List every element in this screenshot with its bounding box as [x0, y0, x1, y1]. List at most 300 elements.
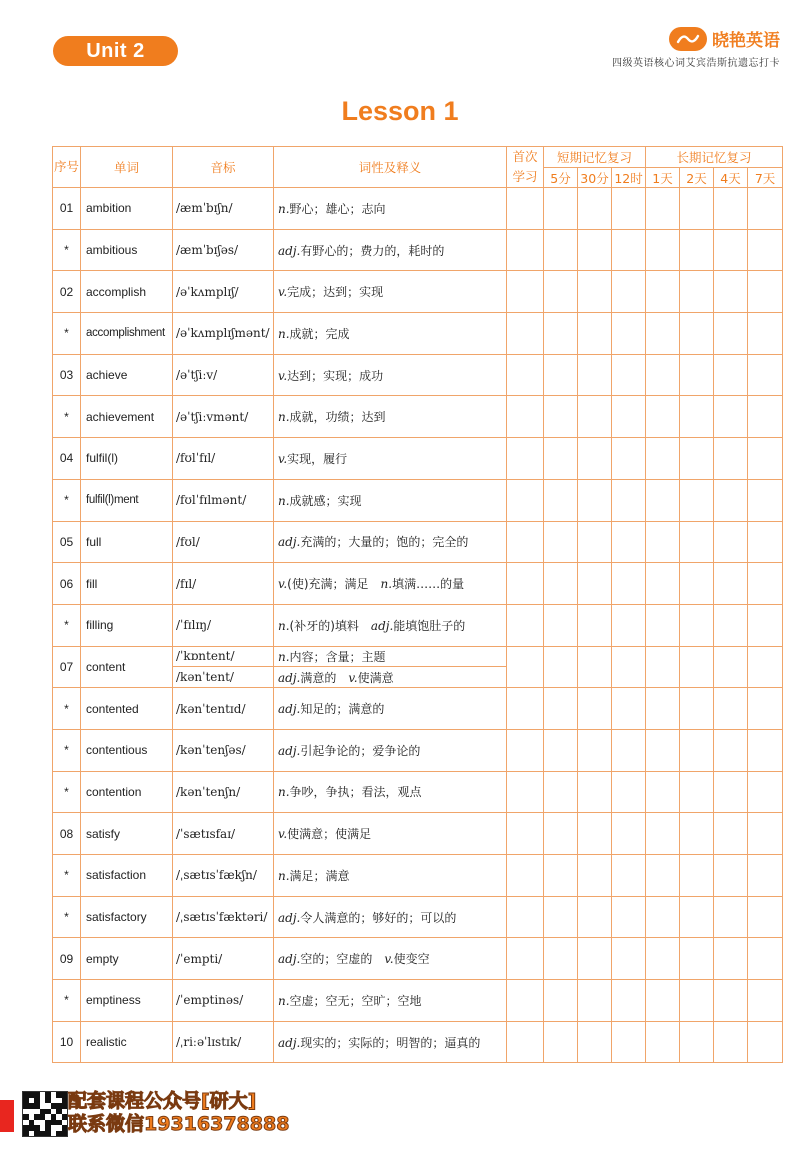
- review-checkbox[interactable]: [544, 563, 578, 605]
- review-checkbox[interactable]: [612, 646, 646, 688]
- review-checkbox[interactable]: [680, 855, 714, 897]
- row-ipa: /fʊlˈfɪl/: [173, 438, 274, 480]
- review-checkbox[interactable]: [714, 771, 748, 813]
- header-long-col: 7天: [748, 168, 783, 188]
- review-checkbox[interactable]: [544, 896, 578, 938]
- review-checkbox[interactable]: [578, 521, 612, 563]
- review-checkbox[interactable]: [680, 354, 714, 396]
- review-checkbox[interactable]: [612, 980, 646, 1022]
- first-study-checkbox[interactable]: [507, 188, 544, 230]
- part-of-speech: adj.: [278, 702, 301, 717]
- first-study-checkbox[interactable]: [507, 271, 544, 313]
- review-checkbox[interactable]: [544, 688, 578, 730]
- review-checkbox[interactable]: [544, 521, 578, 563]
- review-checkbox[interactable]: [646, 855, 680, 897]
- first-study-checkbox[interactable]: [507, 604, 544, 646]
- review-checkbox[interactable]: [646, 563, 680, 605]
- review-checkbox[interactable]: [544, 354, 578, 396]
- row-meaning: [274, 855, 507, 897]
- review-checkbox[interactable]: [680, 229, 714, 271]
- first-study-checkbox[interactable]: [507, 1021, 544, 1063]
- review-checkbox[interactable]: [680, 438, 714, 480]
- row-ipa: /ˈsætɪsfaɪ/: [173, 813, 274, 855]
- row-word: contention: [81, 771, 173, 813]
- review-checkbox[interactable]: [680, 813, 714, 855]
- row-number: *: [53, 896, 81, 938]
- review-checkbox[interactable]: [612, 188, 646, 230]
- review-checkbox[interactable]: [578, 855, 612, 897]
- definition: 完成；达到；实现: [287, 285, 384, 300]
- row-meaning: [274, 813, 507, 855]
- review-checkbox[interactable]: [612, 521, 646, 563]
- first-study-checkbox[interactable]: [507, 646, 544, 688]
- review-checkbox[interactable]: [544, 313, 578, 355]
- row-word: empty: [81, 938, 173, 980]
- review-checkbox[interactable]: [748, 313, 783, 355]
- definition: 空的；空虚的: [300, 952, 373, 967]
- review-checkbox[interactable]: [544, 980, 578, 1022]
- definition: 野心；雄心；志向: [289, 201, 386, 216]
- definition: 使满意: [357, 670, 394, 685]
- review-checkbox[interactable]: [612, 438, 646, 480]
- review-checkbox[interactable]: [646, 188, 680, 230]
- row-meaning: [274, 729, 507, 771]
- review-checkbox[interactable]: [680, 938, 714, 980]
- review-checkbox[interactable]: [714, 563, 748, 605]
- row-meaning: [274, 980, 507, 1022]
- review-checkbox[interactable]: [714, 396, 748, 438]
- review-checkbox[interactable]: [748, 604, 783, 646]
- table-row: [53, 479, 783, 521]
- review-checkbox[interactable]: [646, 521, 680, 563]
- first-study-checkbox[interactable]: [507, 771, 544, 813]
- review-checkbox[interactable]: [612, 813, 646, 855]
- row-number: 05: [53, 521, 81, 563]
- review-checkbox[interactable]: [748, 188, 783, 230]
- review-checkbox[interactable]: [646, 354, 680, 396]
- review-checkbox[interactable]: [748, 271, 783, 313]
- definition: 成就感；实现: [289, 493, 362, 508]
- review-checkbox[interactable]: [544, 479, 578, 521]
- review-checkbox[interactable]: [714, 688, 748, 730]
- review-checkbox[interactable]: [646, 271, 680, 313]
- row-word: achievement: [81, 396, 173, 438]
- row-meaning: [274, 271, 507, 313]
- review-checkbox[interactable]: [646, 729, 680, 771]
- row-number: 06: [53, 563, 81, 605]
- review-checkbox[interactable]: [680, 271, 714, 313]
- row-meaning: [274, 1021, 507, 1063]
- footer-red-bar: [0, 1100, 14, 1132]
- row-ipa: /əˈtʃiːv/: [173, 354, 274, 396]
- header-no-label: 序号: [53, 159, 79, 174]
- row-word: achieve: [81, 354, 173, 396]
- review-checkbox[interactable]: [714, 604, 748, 646]
- review-checkbox[interactable]: [646, 646, 680, 688]
- review-checkbox[interactable]: [578, 188, 612, 230]
- first-study-checkbox[interactable]: [507, 396, 544, 438]
- review-checkbox[interactable]: [544, 271, 578, 313]
- brand-logo-icon: [669, 27, 707, 51]
- review-checkbox[interactable]: [578, 563, 612, 605]
- review-checkbox[interactable]: [714, 438, 748, 480]
- review-checkbox[interactable]: [646, 688, 680, 730]
- meaning-gap: [372, 952, 384, 966]
- row-ipa: /fʊl/: [173, 521, 274, 563]
- brand-name: 晓艳英语: [712, 31, 780, 51]
- meaning-gap: [359, 619, 371, 633]
- review-checkbox[interactable]: [612, 688, 646, 730]
- header-long-col: 4天: [714, 168, 748, 188]
- table-row: [53, 271, 783, 313]
- row-ipa: /kənˈtenʃəs/: [173, 729, 274, 771]
- table-row: [53, 646, 783, 667]
- row-ipa: /æmˈbɪʃn/: [173, 188, 274, 230]
- review-checkbox[interactable]: [578, 604, 612, 646]
- review-checkbox[interactable]: [680, 646, 714, 688]
- review-checkbox[interactable]: [578, 479, 612, 521]
- review-checkbox[interactable]: [578, 271, 612, 313]
- table-row: [53, 563, 783, 605]
- review-checkbox[interactable]: [680, 1021, 714, 1063]
- row-number: *: [53, 479, 81, 521]
- review-checkbox[interactable]: [578, 354, 612, 396]
- first-study-checkbox[interactable]: [507, 938, 544, 980]
- first-study-checkbox[interactable]: [507, 896, 544, 938]
- review-checkbox[interactable]: [748, 646, 783, 688]
- review-checkbox[interactable]: [646, 938, 680, 980]
- row-word: realistic: [81, 1021, 173, 1063]
- row-word: fulfil(l): [81, 438, 173, 480]
- row-meaning: [274, 667, 507, 688]
- definition: 满意的: [300, 670, 337, 685]
- meaning-gap: [336, 671, 348, 685]
- header-no: [53, 147, 81, 188]
- first-study-checkbox[interactable]: [507, 229, 544, 271]
- review-checkbox[interactable]: [714, 354, 748, 396]
- review-checkbox[interactable]: [544, 604, 578, 646]
- row-word: ambition: [81, 188, 173, 230]
- review-checkbox[interactable]: [578, 813, 612, 855]
- header-short-term-label: 短期记忆复习: [557, 150, 633, 165]
- table-row: [53, 354, 783, 396]
- first-study-checkbox[interactable]: [507, 479, 544, 521]
- header-short-col: 30分: [578, 168, 612, 188]
- review-checkbox[interactable]: [646, 229, 680, 271]
- row-number: *: [53, 855, 81, 897]
- review-checkbox[interactable]: [748, 354, 783, 396]
- review-checkbox[interactable]: [714, 1021, 748, 1063]
- row-meaning: [274, 396, 507, 438]
- review-checkbox[interactable]: [544, 396, 578, 438]
- definition: 现实的；实际的；明智的；逼真的: [300, 1035, 481, 1050]
- review-checkbox[interactable]: [714, 980, 748, 1022]
- definition: 能填饱肚子的: [393, 618, 466, 633]
- review-checkbox[interactable]: [578, 771, 612, 813]
- row-word: ambitious: [81, 229, 173, 271]
- table-row: [53, 1021, 783, 1063]
- definition: (使)充满；满足: [287, 577, 369, 592]
- review-checkbox[interactable]: [748, 1021, 783, 1063]
- review-checkbox[interactable]: [612, 479, 646, 521]
- row-ipa: /ˈemptinəs/: [173, 980, 274, 1022]
- first-study-checkbox[interactable]: [507, 563, 544, 605]
- table-row: [53, 855, 783, 897]
- review-checkbox[interactable]: [748, 688, 783, 730]
- review-checkbox[interactable]: [748, 521, 783, 563]
- row-ipa: /kənˈtentɪd/: [173, 688, 274, 730]
- row-ipa: /ˌsætɪsˈfækʃn/: [173, 855, 274, 897]
- review-checkbox[interactable]: [714, 729, 748, 771]
- row-word: full: [81, 521, 173, 563]
- review-checkbox[interactable]: [748, 438, 783, 480]
- review-checkbox[interactable]: [544, 938, 578, 980]
- review-checkbox[interactable]: [578, 396, 612, 438]
- table-row: [53, 980, 783, 1022]
- review-checkbox[interactable]: [680, 729, 714, 771]
- header-word-label: 单词: [113, 160, 139, 175]
- review-checkbox[interactable]: [612, 896, 646, 938]
- review-checkbox[interactable]: [612, 1021, 646, 1063]
- first-study-checkbox[interactable]: [507, 980, 544, 1022]
- review-checkbox[interactable]: [680, 896, 714, 938]
- review-checkbox[interactable]: [612, 354, 646, 396]
- review-checkbox[interactable]: [646, 1021, 680, 1063]
- review-checkbox[interactable]: [714, 938, 748, 980]
- review-checkbox[interactable]: [612, 229, 646, 271]
- row-meaning: [274, 646, 507, 667]
- row-word: satisfactory: [81, 896, 173, 938]
- review-checkbox[interactable]: [646, 313, 680, 355]
- part-of-speech: v.: [348, 670, 358, 685]
- table-row: [53, 313, 783, 355]
- review-checkbox[interactable]: [612, 938, 646, 980]
- review-checkbox[interactable]: [680, 771, 714, 813]
- review-checkbox[interactable]: [748, 479, 783, 521]
- footer-line-2: 联系微信19316378888: [68, 1113, 290, 1135]
- review-checkbox[interactable]: [612, 271, 646, 313]
- first-study-checkbox[interactable]: [507, 688, 544, 730]
- row-meaning: [274, 188, 507, 230]
- definition: 引起争论的；爱争论的: [300, 743, 421, 758]
- review-checkbox[interactable]: [646, 813, 680, 855]
- review-checkbox[interactable]: [680, 479, 714, 521]
- review-checkbox[interactable]: [646, 438, 680, 480]
- first-study-checkbox[interactable]: [507, 354, 544, 396]
- table-row: [53, 604, 783, 646]
- part-of-speech: v.: [278, 368, 288, 383]
- part-of-speech: adj.: [278, 952, 301, 967]
- header-meaning-label: 词性及释义: [358, 160, 422, 175]
- definition: 成就；完成: [289, 326, 350, 341]
- qr-code-icon: [22, 1091, 68, 1137]
- part-of-speech: n.: [380, 577, 393, 592]
- review-checkbox[interactable]: [578, 980, 612, 1022]
- header-word: [81, 147, 173, 188]
- table-row: [53, 688, 783, 730]
- review-checkbox[interactable]: [646, 604, 680, 646]
- review-checkbox[interactable]: [544, 438, 578, 480]
- header-long-term: [646, 147, 783, 168]
- row-ipa: /əˈtʃiːvmənt/: [173, 396, 274, 438]
- review-checkbox[interactable]: [714, 896, 748, 938]
- part-of-speech: n.: [278, 993, 290, 1008]
- review-checkbox[interactable]: [612, 604, 646, 646]
- review-checkbox[interactable]: [646, 896, 680, 938]
- review-checkbox[interactable]: [612, 313, 646, 355]
- table-row: [53, 438, 783, 480]
- review-checkbox[interactable]: [680, 188, 714, 230]
- definition: 填满……的量: [392, 577, 465, 592]
- row-ipa: /kənˈtent/: [173, 667, 274, 688]
- review-checkbox[interactable]: [714, 188, 748, 230]
- review-checkbox[interactable]: [714, 313, 748, 355]
- row-ipa: /æmˈbɪʃəs/: [173, 229, 274, 271]
- review-checkbox[interactable]: [748, 938, 783, 980]
- review-checkbox[interactable]: [612, 396, 646, 438]
- row-ipa: /ˌriːəˈlɪstɪk/: [173, 1021, 274, 1063]
- definition: 成就，功绩；达到: [289, 410, 386, 425]
- review-checkbox[interactable]: [544, 729, 578, 771]
- header-meaning: [274, 147, 507, 188]
- row-meaning: [274, 229, 507, 271]
- review-checkbox[interactable]: [578, 938, 612, 980]
- review-checkbox[interactable]: [612, 855, 646, 897]
- row-meaning: [274, 438, 507, 480]
- review-checkbox[interactable]: [748, 813, 783, 855]
- row-number: *: [53, 688, 81, 730]
- row-number: *: [53, 604, 81, 646]
- first-study-checkbox[interactable]: [507, 813, 544, 855]
- review-checkbox[interactable]: [748, 229, 783, 271]
- first-study-checkbox[interactable]: [507, 438, 544, 480]
- review-checkbox[interactable]: [714, 855, 748, 897]
- review-checkbox[interactable]: [544, 1021, 578, 1063]
- first-study-checkbox[interactable]: [507, 313, 544, 355]
- header-long-col: 1天: [646, 168, 680, 188]
- review-checkbox[interactable]: [680, 688, 714, 730]
- review-checkbox[interactable]: [544, 646, 578, 688]
- part-of-speech: adj.: [278, 243, 301, 258]
- row-ipa: /kənˈtenʃn/: [173, 771, 274, 813]
- row-number: 07: [53, 646, 81, 688]
- review-checkbox[interactable]: [680, 313, 714, 355]
- review-checkbox[interactable]: [714, 813, 748, 855]
- review-checkbox[interactable]: [680, 396, 714, 438]
- review-checkbox[interactable]: [578, 646, 612, 688]
- review-checkbox[interactable]: [748, 855, 783, 897]
- review-checkbox[interactable]: [748, 771, 783, 813]
- review-checkbox[interactable]: [748, 980, 783, 1022]
- review-checkbox[interactable]: [680, 980, 714, 1022]
- review-checkbox[interactable]: [578, 1021, 612, 1063]
- first-study-checkbox[interactable]: [507, 729, 544, 771]
- table-row: [53, 938, 783, 980]
- review-checkbox[interactable]: [612, 563, 646, 605]
- row-number: *: [53, 229, 81, 271]
- row-word: fill: [81, 563, 173, 605]
- table-row: [53, 771, 783, 813]
- review-checkbox[interactable]: [714, 646, 748, 688]
- review-checkbox[interactable]: [748, 896, 783, 938]
- row-word: contentious: [81, 729, 173, 771]
- row-ipa: /fʊlˈfɪlmənt/: [173, 479, 274, 521]
- review-checkbox[interactable]: [680, 604, 714, 646]
- footer-promo: [0, 1086, 340, 1150]
- row-number: 08: [53, 813, 81, 855]
- review-checkbox[interactable]: [714, 521, 748, 563]
- definition: 空虚；空无；空旷；空地: [289, 993, 422, 1008]
- review-checkbox[interactable]: [646, 771, 680, 813]
- review-checkbox[interactable]: [646, 396, 680, 438]
- part-of-speech: n.: [278, 326, 290, 341]
- row-meaning: [274, 479, 507, 521]
- review-checkbox[interactable]: [680, 521, 714, 563]
- first-study-checkbox[interactable]: [507, 855, 544, 897]
- definition: 使满意；使满足: [287, 827, 372, 842]
- row-word: accomplish: [81, 271, 173, 313]
- review-checkbox[interactable]: [646, 980, 680, 1022]
- review-checkbox[interactable]: [578, 896, 612, 938]
- review-checkbox[interactable]: [544, 771, 578, 813]
- review-checkbox[interactable]: [544, 813, 578, 855]
- table-row: [53, 521, 783, 563]
- table-row: [53, 188, 783, 230]
- brand-subtitle: 四级英语核心词艾宾浩斯抗遗忘打卡: [612, 58, 780, 69]
- row-meaning: [274, 938, 507, 980]
- row-number: 02: [53, 271, 81, 313]
- review-checkbox[interactable]: [544, 229, 578, 271]
- review-checkbox[interactable]: [680, 563, 714, 605]
- part-of-speech: adj.: [370, 618, 394, 633]
- review-checkbox[interactable]: [544, 855, 578, 897]
- review-checkbox[interactable]: [748, 729, 783, 771]
- row-ipa: /fɪl/: [173, 563, 274, 605]
- part-of-speech: adj.: [278, 910, 301, 925]
- row-word: satisfy: [81, 813, 173, 855]
- row-ipa: /ˈkɒntent/: [173, 646, 274, 667]
- review-checkbox[interactable]: [578, 438, 612, 480]
- review-checkbox[interactable]: [612, 771, 646, 813]
- review-checkbox[interactable]: [646, 479, 680, 521]
- definition: 知足的；满意的: [300, 702, 385, 717]
- review-checkbox[interactable]: [578, 313, 612, 355]
- row-number: *: [53, 313, 81, 355]
- row-word: fulfil(l)ment: [81, 479, 173, 521]
- review-checkbox[interactable]: [748, 563, 783, 605]
- review-checkbox[interactable]: [612, 729, 646, 771]
- header-ipa-label: 音标: [210, 160, 236, 175]
- review-checkbox[interactable]: [714, 271, 748, 313]
- review-checkbox[interactable]: [714, 229, 748, 271]
- header-short-col: 5分: [544, 168, 578, 188]
- review-checkbox[interactable]: [578, 229, 612, 271]
- row-word: filling: [81, 604, 173, 646]
- review-checkbox[interactable]: [544, 188, 578, 230]
- definition: (补牙的)填料: [289, 618, 359, 633]
- review-checkbox[interactable]: [578, 729, 612, 771]
- definition: 令人满意的；够好的；可以的: [300, 910, 457, 925]
- first-study-checkbox[interactable]: [507, 521, 544, 563]
- review-checkbox[interactable]: [748, 396, 783, 438]
- review-checkbox[interactable]: [714, 479, 748, 521]
- row-number: 09: [53, 938, 81, 980]
- table-row: [53, 813, 783, 855]
- row-meaning: [274, 563, 507, 605]
- review-checkbox[interactable]: [578, 688, 612, 730]
- row-meaning: [274, 604, 507, 646]
- row-number: *: [53, 396, 81, 438]
